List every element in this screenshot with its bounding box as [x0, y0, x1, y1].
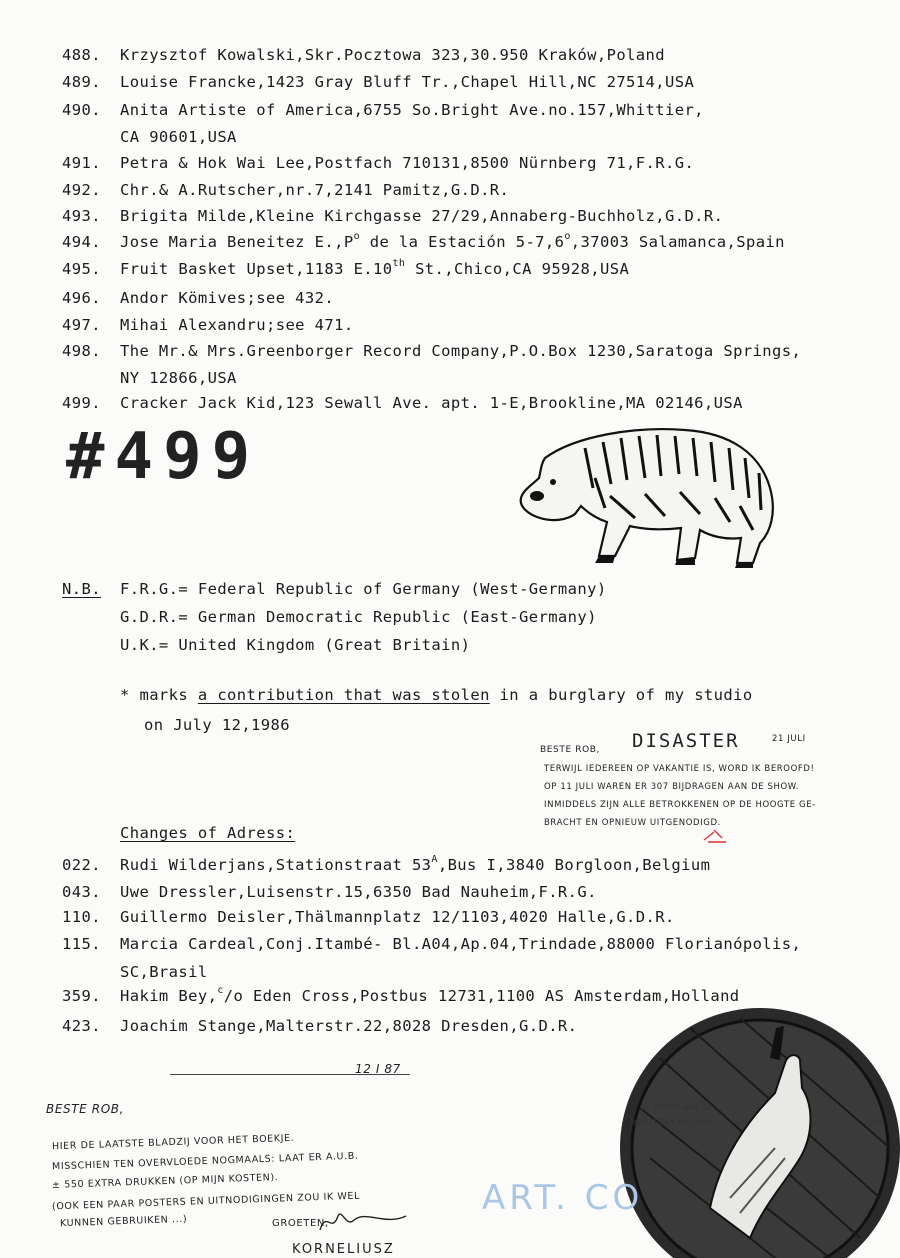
entry-489: 489. Louise Francke,1423 Gray Bluff Tr.,Chapel Hill,NC 27514,USA [62, 73, 695, 91]
change-115: 115. Marcia Cardeal,Conj.Itambé- Bl.A04,Ap.04,Trindade,88000 Florianópolis, [62, 935, 802, 953]
entry-490-cont: CA 90601,USA [120, 128, 237, 146]
note-closing: GROETEN, [272, 1218, 329, 1229]
note-line-3: ± 550 EXTRA DRUKKEN (OP MIJN KOSTEN). [51, 1172, 279, 1191]
change-115-cont: SC,Brasil [120, 963, 208, 981]
disaster-greeting: BESTE ROB, [540, 745, 600, 755]
entry-492: 492. Chr.& A.Rutscher,nr.7,2141 Pamitz,G.D.R. [62, 181, 510, 199]
stolen-note: * marks a contribution that was stolen in a burglary of my studio [120, 686, 753, 704]
entry-495: 495. Fruit Basket Upset,1183 E.10th St.,Chico,CA 95928,USA [62, 258, 630, 278]
entry-494: 494. Jose Maria Beneitez $E.,P^o$ de la Estación 5-7,6$^o$,37003 Salamanca,Spain [62, 231, 785, 251]
date-mark: 12 I 87 [355, 1062, 401, 1076]
signature-scribble [316, 1206, 416, 1236]
disaster-line-2: OP 11 JULI WAREN ER 307 BIJDRAGEN AAN DE SHOW. [544, 782, 800, 792]
bear-illustration [515, 418, 785, 568]
change-022: 022. Rudi Wilderjans,Stationstraat $53^A,Bus$ I,3840 Borgloon,Belgium [62, 854, 711, 874]
change-423: 423. Joachim Stange,Malterstr.22,8028 Dresden,G.D.R. [62, 1017, 578, 1035]
nb-line-2: G.D.R.= German Democratic Republic (East-Germany) [120, 608, 597, 626]
nb-label: N.B. [62, 580, 101, 598]
fist-emblem-icon [600, 998, 900, 1258]
art-stamp-text: ART. CO [482, 1178, 644, 1218]
disaster-title: DISASTER [632, 730, 740, 752]
entry-491: 491. Petra & Hok Wai Lee,Postfach 710131,8500 Nürnberg 71,F.R.G. [62, 154, 695, 172]
note-greeting: BESTE ROB, [46, 1102, 124, 1116]
entry-490: 490. Anita Artiste of America,6755 So.Bright Ave.no.157,Whittier, [62, 101, 704, 119]
entry-498: 498. The Mr.& Mrs.Greenborger Record Company,P.O.Box 1230,Saratoga Springs, [62, 342, 802, 360]
change-110: 110. Guillermo Deisler,Thälmannplatz 12/1103,4020 Halle,G.D.R. [62, 908, 675, 926]
date-rule [170, 1074, 410, 1075]
stolen-note-date: on July 12,1986 [144, 716, 290, 734]
note-line-2: MISSCHIEN TEN OVERVLOEDE NOGMAALS: LAAT ER A.U.B. [51, 1150, 359, 1173]
disaster-line-3: INMIDDELS ZIJN ALLE BETROKKENEN OP DE HOOGTE GE- [544, 800, 816, 810]
stamp-line-2: ROTTERDAM HOLLAND [630, 1118, 712, 1127]
disaster-line-1: TERWIJL IEDEREEN OP VAKANTIE IS, WORD IK BEROOFD! [544, 764, 815, 774]
change-359: 359. Hakim Bey,$^c$/o Eden Cross,Postbus 12731,1100 AS Amsterdam,Holland [62, 985, 740, 1005]
note-line-1: HIER DE LAATSTE BLADZIJ VOOR HET BOEKJE. [51, 1132, 295, 1153]
disaster-date: 21 JULI [772, 734, 806, 744]
note-signature: KORNELIUSZ [292, 1242, 395, 1257]
nb-line-1: N.B. F.R.G.= Federal Republic of Germany (West-Germany) [62, 580, 607, 598]
stolen-underlined: a contribution that was stolen [197, 686, 490, 704]
entry-499: 499. Cracker Jack Kid,123 Sewall Ave. apt. 1-E,Brookline,MA 02146,USA [62, 394, 743, 412]
entry-497: 497. Mihai Alexandru;see 471. [62, 316, 354, 334]
disaster-line-4: BRACHT EN OPNIEUW UITGENODIGD. [544, 818, 721, 828]
stamp-line-1: G. BOSSELAAN 18 [640, 1103, 713, 1112]
changes-heading: Changes of Adress: [120, 824, 296, 842]
note-line-4: (OOK EEN PAAR POSTERS EN UITNODIGINGEN ZOU IK WEL [51, 1190, 361, 1213]
issue-number-stamp: #499 [66, 420, 261, 494]
entry-493: 493. Brigita Milde,Kleine Kirchgasse 27/29,Annaberg-Buchholz,G.D.R. [62, 207, 724, 225]
entry-496: 496. Andor Kömives;see 432. [62, 289, 335, 307]
red-mark-icon [700, 826, 730, 846]
note-line-5: KUNNEN GEBRUIKEN ...) [59, 1213, 188, 1230]
entry-488: 488. Krzysztof Kowalski,Skr.Pocztowa 323,30.950 Kraków,Poland [62, 46, 665, 64]
entry-498-cont: NY 12866,USA [120, 369, 237, 387]
nb-line-3: U.K.= United Kingdom (Great Britain) [120, 636, 471, 654]
round-stamp [600, 998, 900, 1258]
stamp-line-3: 346 [870, 1118, 885, 1127]
change-043: 043. Uwe Dressler,Luisenstr.15,6350 Bad Nauheim,F.R.G. [62, 883, 597, 901]
